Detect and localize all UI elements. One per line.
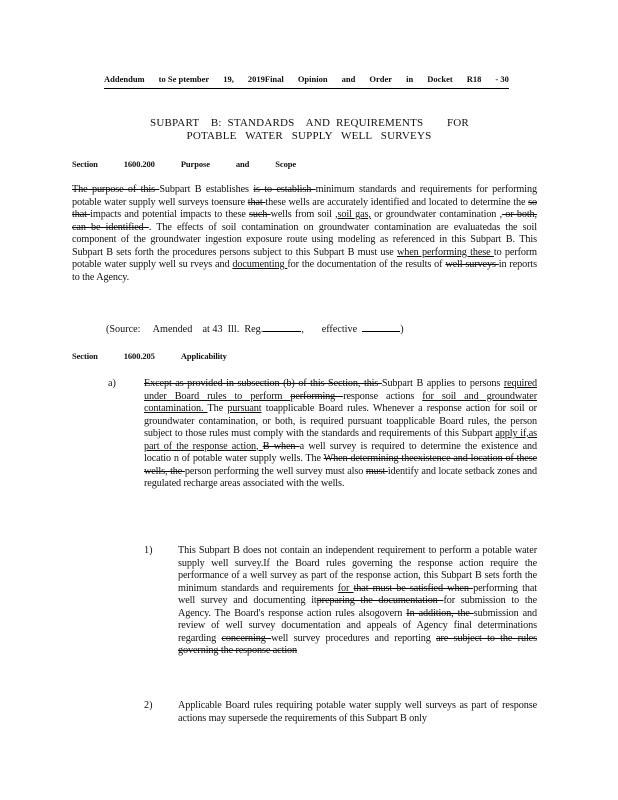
struck-text: B when [262, 440, 300, 452]
source-middle: , effective [301, 324, 358, 335]
header-word: Docket [427, 74, 453, 84]
section-heading: Scope [275, 159, 297, 169]
source-prefix: (Source: Amended at 43 Ill. Reg. [106, 324, 264, 335]
struck-text: well surveys [445, 259, 499, 270]
paragraph-text: well survey procedures and reporting [271, 632, 437, 644]
paragraph-text: or groundwater contamination , [370, 209, 503, 220]
section-1600-200-paragraph [72, 184, 537, 284]
subsection-label: 2) [144, 700, 153, 711]
inserted-text: for [337, 582, 354, 594]
paragraph-text: . The effects of soil contamination on groundwater contamination are evaluatedas the soil component of the groundwater ingestion exposure route using modeling as referenced in this Subpart B. This Subpart B sets forth the procedures persons subject to this Subpart B must use [72, 221, 537, 258]
source-note [106, 322, 426, 335]
struck-text: The purpose of this [72, 184, 160, 195]
section-label: Section [72, 351, 98, 361]
subpart-title-line1: SUBPART B: STANDARDS AND REQUIREMENTS FOR [150, 117, 469, 129]
header-word: 2019Final [247, 74, 284, 84]
document-header [104, 74, 509, 89]
paragraph-text: submission and review of well survey documentation and appeals of Agency final determinations regarding [178, 607, 537, 644]
subsection-2-paragraph [178, 700, 537, 725]
header-word: Addendum [104, 74, 145, 84]
header-word: 19, [223, 74, 234, 84]
paragraph-text: for submission to the Agency. The Board's response action rules alsogovern [178, 595, 537, 619]
section-1600-205-heading [72, 351, 372, 361]
paragraph-text: This Subpart B does not contain an independent requirement to perform a potable water supply well survey.If the Board rules governing the response action require the performance of a well survey as part of the response action, this Subpart B sets forth the minimum standards and requirements [178, 545, 537, 594]
source-suffix: ) [400, 324, 404, 335]
struck-text: so that [72, 196, 537, 220]
paragraph-text: person performing the well survey must also [184, 465, 366, 477]
inserted-text: pursuant [227, 403, 262, 414]
paragraph-text: these wells are accurately identified and located to determine the [265, 196, 529, 208]
inserted-text: required under Board rules to perform [144, 378, 537, 402]
paragraph-text: in reports to the Agency. [72, 259, 537, 283]
subsection-1-paragraph [178, 545, 537, 658]
paragraph-text: to perform potable water supply well su rveys and [72, 246, 537, 270]
header-word: to Se ptember [158, 74, 210, 84]
section-1600-200-heading [72, 159, 372, 169]
subpart-title [150, 117, 468, 143]
section-heading: Applicability [180, 351, 227, 361]
paragraph-text: impacts and potential impacts to these [90, 209, 250, 220]
header-word: R18 [466, 74, 482, 84]
paragraph-text: response actions [343, 390, 423, 402]
subsection-label: 1) [144, 545, 153, 556]
paragraph-text: for the documentation of the results of [287, 259, 446, 270]
header-word: Order [369, 74, 393, 84]
paragraph-text: toapplicable Board rules. Whenever a response action for soil or groundwater contamination, or both, is required pursuant toapplicable Board rules, the person subject to those rules must comply with the standards and requirements of this Subpart [144, 403, 537, 439]
section-code: 1600.200 [123, 159, 155, 169]
struck-text: such [249, 209, 271, 220]
struck-text: In addition, the [406, 607, 474, 619]
section-code: 1600.205 [123, 351, 155, 361]
inserted-text: when performing these [397, 246, 494, 258]
struck-text: preparing the documentation [316, 595, 444, 606]
struck-text: performing [290, 390, 344, 402]
source-blank [263, 322, 301, 332]
struck-text: that [247, 196, 266, 208]
header-word: and [341, 74, 356, 84]
subsection-label: a) [108, 378, 116, 389]
paragraph-text: Applicable Board rules requiring potable water supply well surveys as part of response actions may supersede the requirements of this Subpart B only [178, 700, 537, 724]
section-heading: and [235, 159, 250, 169]
struck-text: that must be satisfied when [353, 582, 474, 594]
struck-text: are subject to the rules governing the response action [178, 632, 537, 656]
struck-text: is to establish [253, 184, 316, 195]
inserted-text: apply if,as part of the response action, [144, 428, 537, 452]
subpart-title-line2: POTABLE WATER SUPPLY WELL SURVEYS [186, 130, 432, 142]
struck-text: or both, can be identified [72, 209, 537, 233]
struck-text: Except as provided in subsection (b) of this Section, this [144, 378, 382, 389]
section-heading: Purpose [180, 159, 210, 169]
paragraph-text: a well survey is required to determine the existence and locatio n of potable water supply wells. The [144, 440, 537, 464]
subsection-a-paragraph [144, 378, 537, 491]
source-blank [362, 322, 400, 332]
paragraph-text: identify and locate setback zones and regulated recharge areas associated with the wells. [144, 465, 537, 489]
paragraph-text: wells from soil , [270, 209, 338, 220]
paragraph-text: minimum standards and requirements for performing potable water supply well surveys toensure [72, 184, 537, 208]
header-word: Opinion [297, 74, 328, 84]
struck-text: must [365, 465, 388, 477]
paragraph-text: Subpart B establishes [159, 184, 254, 195]
header-word: - 30 [495, 74, 509, 84]
inserted-text: soil gas, [337, 209, 371, 220]
struck-text: When determining theexistence and location of these wells, the [144, 453, 537, 477]
inserted-text: for soil and groundwater contamination. [144, 390, 537, 414]
header-word: in [406, 74, 414, 84]
paragraph-text: Subpart B applies to persons [381, 378, 504, 389]
inserted-text: documenting [232, 259, 288, 270]
paragraph-text: The [207, 403, 228, 414]
paragraph-text: performing that well survey and documenting it [178, 582, 538, 606]
struck-text: concerning [221, 632, 272, 644]
section-label: Section [72, 159, 98, 169]
